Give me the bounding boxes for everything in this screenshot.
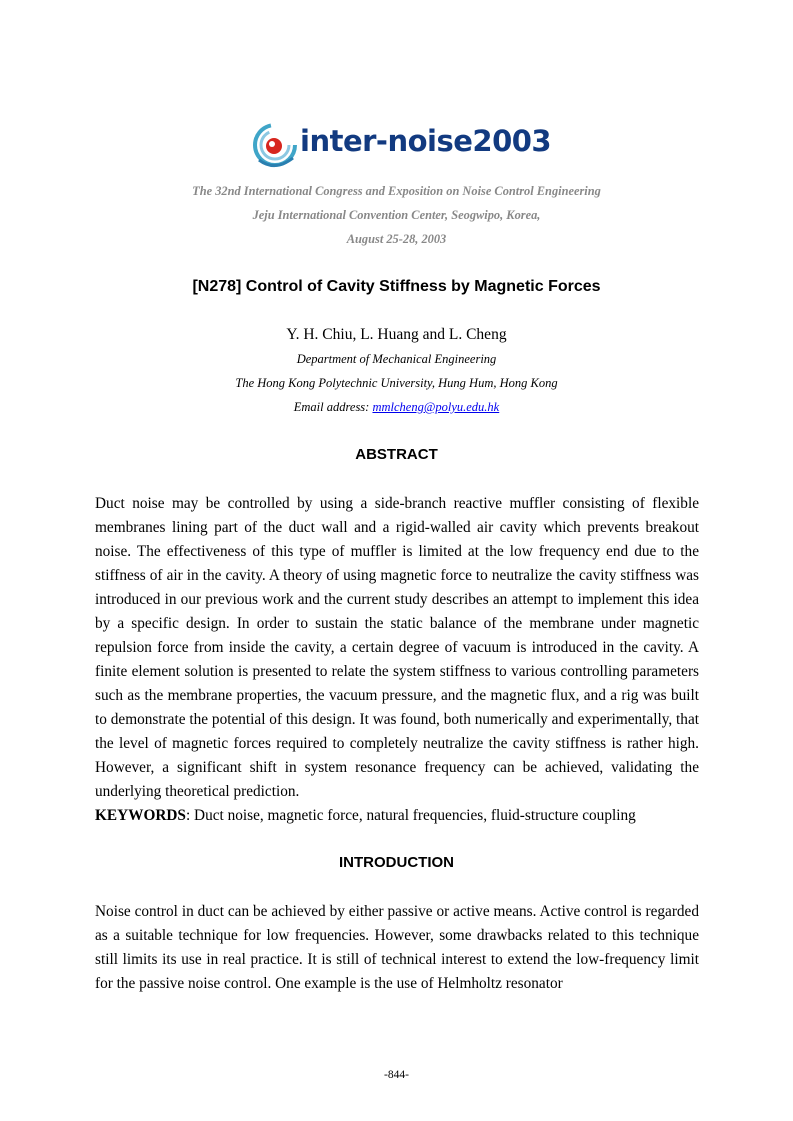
authors: Y. H. Chiu, L. Huang and L. Cheng — [286, 326, 507, 343]
introduction-text: Noise control in duct can be achieved by either passive or active means. Active control is regarded as a suitable technique for low frequencies. However, some drawbacks related to this technique still limits its use in real practice. It is still of technical interest to extend the low-frequency limit for the passive noise control. One example is the use of Helmholtz resonator — [95, 903, 699, 992]
conference-logo — [253, 118, 552, 178]
swirl-logo-icon — [253, 118, 301, 176]
conference-name: The 32nd International Congress and Exposition on Noise Control Engineering — [192, 184, 601, 198]
page-number: -844- — [384, 1069, 409, 1081]
conference-venue: Jeju International Convention Center, Seogwipo, Korea, — [252, 208, 541, 222]
introduction-heading: INTRODUCTION — [339, 854, 454, 871]
keywords-label: KEYWORDS — [95, 807, 186, 824]
paper-title: [N278] Control of Cavity Stiffness by Magnetic Forces — [192, 278, 601, 295]
department: Department of Mechanical Engineering — [296, 352, 497, 366]
logo-wordmark: inter-noise2003 — [300, 124, 552, 158]
email-link[interactable]: mmlcheng@polyu.edu.hk — [372, 400, 500, 414]
conference-dates: August 25-28, 2003 — [346, 232, 447, 246]
email-line — [0, 400, 793, 415]
abstract-heading: ABSTRACT — [355, 446, 438, 463]
email-label: Email address: — [293, 400, 373, 414]
abstract-body: Duct noise may be controlled by using a side-branch reactive muffler consisting of flexible membranes lining part of the duct wall and a rigid-walled air cavity which prevents breakout noise. The effectiveness of this type of muffler is limited at the low frequency end due to the stiffness of air in the cavity. A theory of using magnetic force to neutralize the cavity stiffness was introduced in our previous work and the current study describes an attempt to implement this idea by a specific design. In order to sustain the static balance of the membrane under magnetic repulsion force from inside the cavity, a certain degree of vacuum is introduced in the cavity. A finite element solution is presented to relate the system stiffness to various controlling parameters such as the membrane properties, the vacuum pressure, and the magnetic flux, and a rig was built to demonstrate the potential of this design. It was found, both numerically and experimentally, that the level of magnetic forces required to completely neutralize the cavity stiffness is rather high. However, a significant shift in system resonance frequency can be achieved, validating the underlying theoretical prediction. — [95, 495, 699, 800]
university: The Hong Kong Polytechnic University, Hung Hum, Hong Kong — [235, 376, 558, 390]
abstract-text — [95, 492, 699, 828]
keywords-list: : Duct noise, magnetic force, natural frequencies, fluid-structure coupling — [185, 807, 636, 824]
